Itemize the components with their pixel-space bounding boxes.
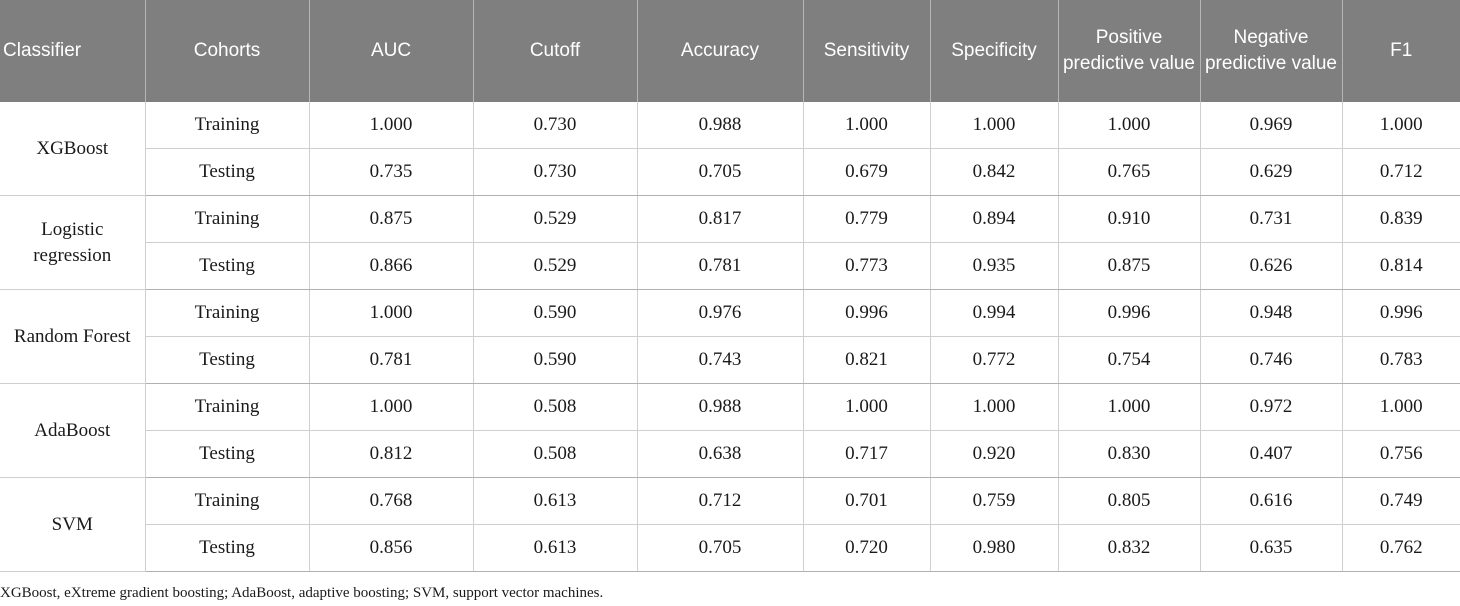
table-row bbox=[0, 196, 1460, 243]
header-cutoff: Cutoff bbox=[473, 0, 637, 102]
specificity-cell: 0.842 bbox=[930, 149, 1058, 196]
specificity-cell: 0.920 bbox=[930, 431, 1058, 478]
accuracy-cell: 0.705 bbox=[637, 525, 803, 572]
ppv-cell: 0.830 bbox=[1058, 431, 1200, 478]
ppv-cell: 0.754 bbox=[1058, 337, 1200, 384]
specificity-cell: 0.759 bbox=[930, 478, 1058, 525]
npv-cell: 0.616 bbox=[1200, 478, 1342, 525]
accuracy-cell: 0.743 bbox=[637, 337, 803, 384]
cohort-cell: Testing bbox=[145, 525, 309, 572]
cohort-cell: Testing bbox=[145, 243, 309, 290]
cohort-cell: Training bbox=[145, 290, 309, 337]
header-row bbox=[0, 0, 1460, 102]
header-ppv: Positive predictive value bbox=[1058, 0, 1200, 102]
accuracy-cell: 0.781 bbox=[637, 243, 803, 290]
npv-cell: 0.972 bbox=[1200, 384, 1342, 431]
auc-cell: 1.000 bbox=[309, 290, 473, 337]
table-row bbox=[0, 431, 1460, 478]
npv-cell: 0.969 bbox=[1200, 102, 1342, 149]
npv-cell: 0.626 bbox=[1200, 243, 1342, 290]
f1-cell: 0.783 bbox=[1342, 337, 1460, 384]
sensitivity-cell: 0.717 bbox=[803, 431, 930, 478]
ppv-cell: 1.000 bbox=[1058, 384, 1200, 431]
auc-cell: 0.812 bbox=[309, 431, 473, 478]
accuracy-cell: 0.817 bbox=[637, 196, 803, 243]
cohort-cell: Training bbox=[145, 196, 309, 243]
f1-cell: 1.000 bbox=[1342, 384, 1460, 431]
table-footnote: XGBoost, eXtreme gradient boosting; AdaBoost, adaptive boosting; SVM, support vector machines. bbox=[0, 585, 604, 601]
accuracy-cell: 0.988 bbox=[637, 102, 803, 149]
sensitivity-cell: 0.679 bbox=[803, 149, 930, 196]
cohort-cell: Training bbox=[145, 384, 309, 431]
sensitivity-cell: 0.720 bbox=[803, 525, 930, 572]
auc-cell: 0.866 bbox=[309, 243, 473, 290]
auc-cell: 0.781 bbox=[309, 337, 473, 384]
ppv-cell: 0.765 bbox=[1058, 149, 1200, 196]
table-row bbox=[0, 337, 1460, 384]
auc-cell: 0.875 bbox=[309, 196, 473, 243]
table-row bbox=[0, 149, 1460, 196]
npv-cell: 0.731 bbox=[1200, 196, 1342, 243]
header-accuracy: Accuracy bbox=[637, 0, 803, 102]
specificity-cell: 0.772 bbox=[930, 337, 1058, 384]
f1-cell: 0.996 bbox=[1342, 290, 1460, 337]
specificity-cell: 1.000 bbox=[930, 102, 1058, 149]
cutoff-cell: 0.508 bbox=[473, 384, 637, 431]
table-row bbox=[0, 243, 1460, 290]
table-row bbox=[0, 478, 1460, 525]
cutoff-cell: 0.590 bbox=[473, 290, 637, 337]
classifier-cell: SVM bbox=[0, 478, 145, 572]
cutoff-cell: 0.508 bbox=[473, 431, 637, 478]
specificity-cell: 1.000 bbox=[930, 384, 1058, 431]
cutoff-cell: 0.590 bbox=[473, 337, 637, 384]
sensitivity-cell: 0.701 bbox=[803, 478, 930, 525]
cutoff-cell: 0.730 bbox=[473, 102, 637, 149]
cutoff-cell: 0.613 bbox=[473, 525, 637, 572]
table-row bbox=[0, 102, 1460, 149]
sensitivity-cell: 1.000 bbox=[803, 384, 930, 431]
f1-cell: 0.749 bbox=[1342, 478, 1460, 525]
ppv-cell: 0.910 bbox=[1058, 196, 1200, 243]
header-cohorts: Cohorts bbox=[145, 0, 309, 102]
header-auc: AUC bbox=[309, 0, 473, 102]
npv-cell: 0.407 bbox=[1200, 431, 1342, 478]
npv-cell: 0.746 bbox=[1200, 337, 1342, 384]
cohort-cell: Testing bbox=[145, 149, 309, 196]
cohort-cell: Training bbox=[145, 478, 309, 525]
cutoff-cell: 0.613 bbox=[473, 478, 637, 525]
table-row bbox=[0, 525, 1460, 572]
header-specificity: Specificity bbox=[930, 0, 1058, 102]
header-classifier: Classifier bbox=[0, 0, 145, 102]
sensitivity-cell: 0.821 bbox=[803, 337, 930, 384]
classifier-cell: Random Forest bbox=[0, 290, 145, 384]
f1-cell: 0.712 bbox=[1342, 149, 1460, 196]
cohort-cell: Testing bbox=[145, 431, 309, 478]
auc-cell: 0.856 bbox=[309, 525, 473, 572]
npv-cell: 0.635 bbox=[1200, 525, 1342, 572]
sensitivity-cell: 0.779 bbox=[803, 196, 930, 243]
ppv-cell: 0.832 bbox=[1058, 525, 1200, 572]
specificity-cell: 0.935 bbox=[930, 243, 1058, 290]
specificity-cell: 0.994 bbox=[930, 290, 1058, 337]
f1-cell: 1.000 bbox=[1342, 102, 1460, 149]
header-f1: F1 bbox=[1342, 0, 1460, 102]
ppv-cell: 1.000 bbox=[1058, 102, 1200, 149]
table-header bbox=[0, 0, 1460, 102]
cutoff-cell: 0.529 bbox=[473, 243, 637, 290]
accuracy-cell: 0.988 bbox=[637, 384, 803, 431]
auc-cell: 1.000 bbox=[309, 102, 473, 149]
f1-cell: 0.756 bbox=[1342, 431, 1460, 478]
f1-cell: 0.814 bbox=[1342, 243, 1460, 290]
accuracy-cell: 0.705 bbox=[637, 149, 803, 196]
accuracy-cell: 0.638 bbox=[637, 431, 803, 478]
auc-cell: 1.000 bbox=[309, 384, 473, 431]
sensitivity-cell: 0.996 bbox=[803, 290, 930, 337]
table-row bbox=[0, 384, 1460, 431]
ppv-cell: 0.996 bbox=[1058, 290, 1200, 337]
sensitivity-cell: 1.000 bbox=[803, 102, 930, 149]
f1-cell: 0.762 bbox=[1342, 525, 1460, 572]
npv-cell: 0.948 bbox=[1200, 290, 1342, 337]
accuracy-cell: 0.976 bbox=[637, 290, 803, 337]
header-npv: Negative predictive value bbox=[1200, 0, 1342, 102]
cutoff-cell: 0.529 bbox=[473, 196, 637, 243]
sensitivity-cell: 0.773 bbox=[803, 243, 930, 290]
ppv-cell: 0.805 bbox=[1058, 478, 1200, 525]
f1-cell: 0.839 bbox=[1342, 196, 1460, 243]
header-sensitivity: Sensitivity bbox=[803, 0, 930, 102]
classifier-cell: AdaBoost bbox=[0, 384, 145, 478]
auc-cell: 0.735 bbox=[309, 149, 473, 196]
ppv-cell: 0.875 bbox=[1058, 243, 1200, 290]
specificity-cell: 0.980 bbox=[930, 525, 1058, 572]
specificity-cell: 0.894 bbox=[930, 196, 1058, 243]
table-body bbox=[0, 102, 1460, 572]
classifier-cell: Logistic regression bbox=[0, 196, 145, 290]
cohort-cell: Training bbox=[145, 102, 309, 149]
npv-cell: 0.629 bbox=[1200, 149, 1342, 196]
auc-cell: 0.768 bbox=[309, 478, 473, 525]
cohort-cell: Testing bbox=[145, 337, 309, 384]
classifier-cell: XGBoost bbox=[0, 102, 145, 196]
cutoff-cell: 0.730 bbox=[473, 149, 637, 196]
table-row bbox=[0, 290, 1460, 337]
accuracy-cell: 0.712 bbox=[637, 478, 803, 525]
